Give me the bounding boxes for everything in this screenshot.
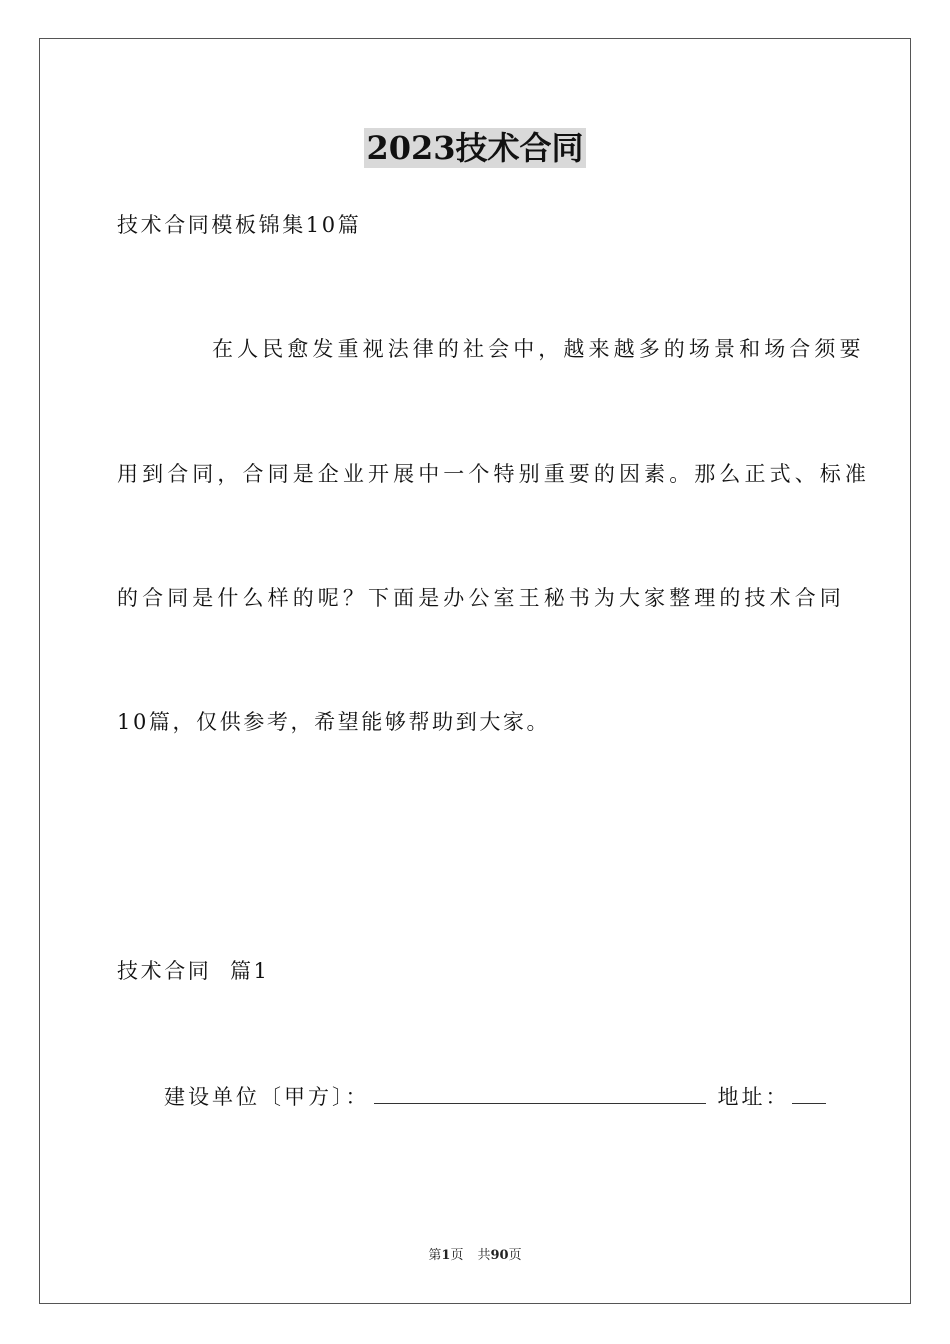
sign-row xyxy=(164,1081,826,1112)
footer-page-prefix: 第 xyxy=(428,1248,442,1263)
address-blank xyxy=(792,1081,826,1104)
paragraph-line-1: 在人民愈发重视法律的社会中，越来越多的场景和场合须要 xyxy=(212,337,865,361)
address-label: 地址： xyxy=(717,1085,790,1109)
footer-page-suffix: 页 xyxy=(450,1248,464,1263)
footer-total-pages: 90 xyxy=(490,1248,509,1263)
document-title: 2023技术合同 xyxy=(366,129,584,167)
page-footer xyxy=(0,1247,950,1265)
footer-page-number: 1 xyxy=(441,1248,451,1263)
footer-total-prefix: 共 xyxy=(477,1248,491,1263)
party-blank xyxy=(374,1081,706,1104)
paragraph-line-3: 的合同是什么样的呢？下面是办公室王秘书为大家整理的技术合同 xyxy=(117,586,845,610)
paragraph-line-2: 用到合同，合同是企业开展中一个特别重要的因素。那么正式、标准 xyxy=(117,462,870,486)
document-title-container xyxy=(0,128,950,168)
section-heading: 技术合同 篇1 xyxy=(117,959,270,983)
party-label: 建设单位〔甲方〕： xyxy=(164,1085,370,1109)
footer-total-suffix: 页 xyxy=(508,1248,522,1263)
paragraph-line-4: 10篇，仅供参考，希望能够帮助到大家。 xyxy=(117,710,551,734)
document-subtitle: 技术合同模板锦集10篇 xyxy=(117,213,362,237)
